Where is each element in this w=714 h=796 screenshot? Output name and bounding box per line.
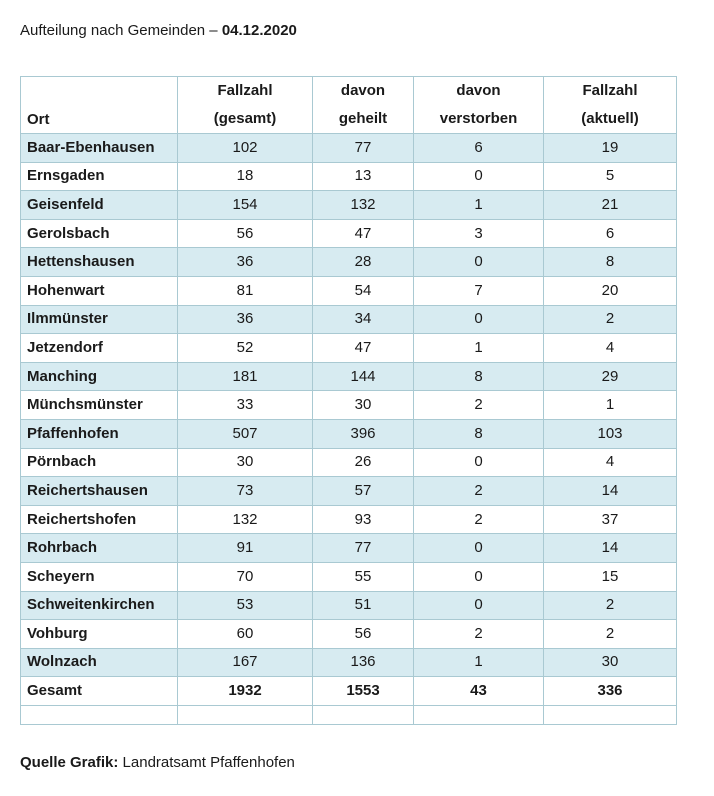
total-row: [21, 677, 677, 706]
row-aktuell: 4: [544, 334, 677, 363]
row-gesamt: 36: [178, 305, 313, 334]
total-geheilt: 1553: [313, 677, 414, 706]
row-ort: Ernsgaden: [21, 162, 178, 191]
row-aktuell: 20: [544, 276, 677, 305]
header-ort: [21, 77, 178, 134]
row-verstorben: 7: [414, 276, 544, 305]
row-ort: Pfaffenhofen: [21, 419, 178, 448]
spacer-cell: [414, 705, 544, 724]
row-verstorben: 0: [414, 562, 544, 591]
header-line2: geheilt: [338, 110, 388, 127]
table-row: [21, 477, 677, 506]
row-gesamt: 132: [178, 505, 313, 534]
row-verstorben: 3: [414, 219, 544, 248]
row-geheilt: 47: [313, 219, 414, 248]
row-geheilt: 396: [313, 419, 414, 448]
row-ort: Hohenwart: [21, 276, 178, 305]
row-gesamt: 507: [178, 419, 313, 448]
row-ort: Scheyern: [21, 562, 178, 591]
row-verstorben: 0: [414, 591, 544, 620]
row-ort: Schweitenkirchen: [21, 591, 178, 620]
row-geheilt: 57: [313, 477, 414, 506]
row-geheilt: 77: [313, 534, 414, 563]
row-gesamt: 56: [178, 219, 313, 248]
row-gesamt: 154: [178, 191, 313, 220]
table-body: [21, 134, 677, 725]
row-verstorben: 0: [414, 305, 544, 334]
header-line2: (gesamt): [213, 110, 277, 127]
table-row: [21, 162, 677, 191]
row-aktuell: 29: [544, 362, 677, 391]
row-verstorben: 8: [414, 362, 544, 391]
row-verstorben: 0: [414, 162, 544, 191]
row-verstorben: 6: [414, 134, 544, 163]
row-verstorben: 2: [414, 620, 544, 649]
table-row: [21, 391, 677, 420]
row-aktuell: 103: [544, 419, 677, 448]
table-row: [21, 505, 677, 534]
row-aktuell: 6: [544, 219, 677, 248]
row-gesamt: 73: [178, 477, 313, 506]
row-geheilt: 132: [313, 191, 414, 220]
row-geheilt: 77: [313, 134, 414, 163]
header-line1: davon: [340, 82, 386, 99]
row-ort: Hettenshausen: [21, 248, 178, 277]
row-verstorben: 2: [414, 505, 544, 534]
table-row: [21, 276, 677, 305]
row-gesamt: 18: [178, 162, 313, 191]
row-ort: Münchsmünster: [21, 391, 178, 420]
row-aktuell: 14: [544, 477, 677, 506]
row-ort: Vohburg: [21, 620, 178, 649]
row-ort: Geisenfeld: [21, 191, 178, 220]
table-header: [21, 77, 677, 134]
row-ort: Rohrbach: [21, 534, 178, 563]
header-line1: davon: [456, 82, 501, 99]
document-heading: [20, 22, 297, 40]
row-geheilt: 30: [313, 391, 414, 420]
row-geheilt: 56: [313, 620, 414, 649]
row-geheilt: 144: [313, 362, 414, 391]
row-ort: Reichertshausen: [21, 477, 178, 506]
row-ort: Jetzendorf: [21, 334, 178, 363]
row-verstorben: 1: [414, 334, 544, 363]
table-row: [21, 305, 677, 334]
row-aktuell: 30: [544, 648, 677, 677]
table-row: [21, 591, 677, 620]
spacer-cell: [21, 705, 178, 724]
row-aktuell: 2: [544, 305, 677, 334]
row-geheilt: 28: [313, 248, 414, 277]
row-geheilt: 93: [313, 505, 414, 534]
row-aktuell: 5: [544, 162, 677, 191]
row-ort: Reichertshofen: [21, 505, 178, 534]
header-verstorben: [414, 77, 544, 134]
row-gesamt: 33: [178, 391, 313, 420]
table-row: [21, 448, 677, 477]
row-gesamt: 53: [178, 591, 313, 620]
total-verstorben: 43: [414, 677, 544, 706]
total-aktuell: 336: [544, 677, 677, 706]
row-geheilt: 51: [313, 591, 414, 620]
table-row: [21, 362, 677, 391]
row-verstorben: 1: [414, 191, 544, 220]
row-gesamt: 36: [178, 248, 313, 277]
source-value: Landratsamt Pfaffenhofen: [122, 754, 295, 771]
row-verstorben: 8: [414, 419, 544, 448]
heading-date: 04.12.2020: [221, 22, 297, 39]
table-row: [21, 334, 677, 363]
table-row: [21, 248, 677, 277]
row-aktuell: 8: [544, 248, 677, 277]
row-aktuell: 4: [544, 448, 677, 477]
table-row: [21, 620, 677, 649]
row-verstorben: 0: [414, 448, 544, 477]
header-line1: Fallzahl: [582, 82, 638, 99]
row-gesamt: 91: [178, 534, 313, 563]
table-row: [21, 134, 677, 163]
row-gesamt: 81: [178, 276, 313, 305]
row-gesamt: 102: [178, 134, 313, 163]
source-note: [20, 754, 295, 772]
header-fallzahl-gesamt: [178, 77, 313, 134]
row-gesamt: 60: [178, 620, 313, 649]
row-geheilt: 55: [313, 562, 414, 591]
row-gesamt: 30: [178, 448, 313, 477]
row-geheilt: 47: [313, 334, 414, 363]
table-row: [21, 648, 677, 677]
row-gesamt: 167: [178, 648, 313, 677]
row-verstorben: 2: [414, 477, 544, 506]
header-line2: (aktuell): [581, 110, 639, 127]
row-aktuell: 15: [544, 562, 677, 591]
row-aktuell: 1: [544, 391, 677, 420]
cases-table: [20, 76, 677, 725]
spacer-cell: [178, 705, 313, 724]
row-aktuell: 21: [544, 191, 677, 220]
row-verstorben: 0: [414, 534, 544, 563]
spacer-cell: [313, 705, 414, 724]
row-aktuell: 2: [544, 620, 677, 649]
table-row: [21, 562, 677, 591]
table-row: [21, 191, 677, 220]
total-gesamt: 1932: [178, 677, 313, 706]
row-ort: Baar-Ebenhausen: [21, 134, 178, 163]
row-verstorben: 0: [414, 248, 544, 277]
table-row: [21, 534, 677, 563]
header-row: [21, 77, 677, 134]
heading-prefix: Aufteilung nach Gemeinden –: [20, 22, 218, 39]
total-label: Gesamt: [21, 677, 178, 706]
row-gesamt: 181: [178, 362, 313, 391]
row-geheilt: 54: [313, 276, 414, 305]
table-row: [21, 419, 677, 448]
row-ort: Ilmmünster: [21, 305, 178, 334]
header-geheilt: [313, 77, 414, 134]
table-row: [21, 219, 677, 248]
row-geheilt: 136: [313, 648, 414, 677]
row-aktuell: 2: [544, 591, 677, 620]
header-line1: Fallzahl: [217, 82, 273, 99]
row-verstorben: 1: [414, 648, 544, 677]
row-geheilt: 13: [313, 162, 414, 191]
source-label: Quelle Grafik:: [20, 754, 119, 771]
row-ort: Manching: [21, 362, 178, 391]
row-ort: Pörnbach: [21, 448, 178, 477]
row-ort: Wolnzach: [21, 648, 178, 677]
row-ort: Gerolsbach: [21, 219, 178, 248]
row-gesamt: 70: [178, 562, 313, 591]
row-aktuell: 14: [544, 534, 677, 563]
row-aktuell: 37: [544, 505, 677, 534]
header-line2: verstorben: [439, 110, 518, 127]
row-geheilt: 34: [313, 305, 414, 334]
row-verstorben: 2: [414, 391, 544, 420]
header-fallzahl-aktuell: [544, 77, 677, 134]
spacer-row: [21, 705, 677, 724]
row-gesamt: 52: [178, 334, 313, 363]
row-geheilt: 26: [313, 448, 414, 477]
spacer-cell: [544, 705, 677, 724]
header-ort-label: Ort: [27, 111, 50, 128]
row-aktuell: 19: [544, 134, 677, 163]
